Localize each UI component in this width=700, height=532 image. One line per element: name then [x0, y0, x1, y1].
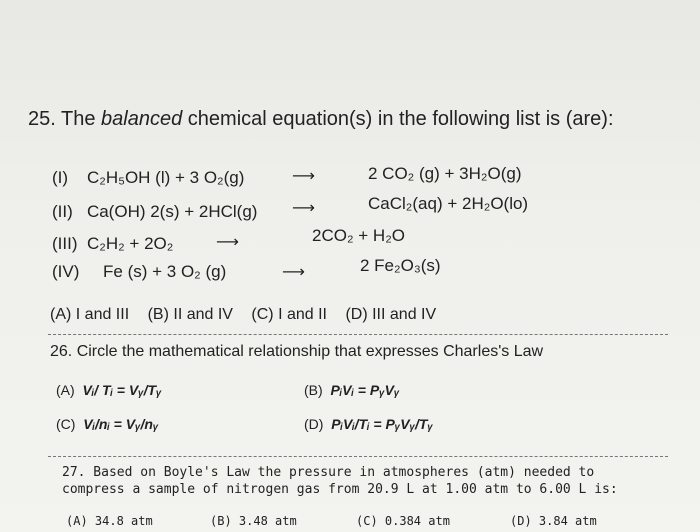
equation-row-3: (III) C₂H₂ + 2O₂ [52, 234, 174, 253]
question-27-text: 27. Based on Boyle's Law the pressure in atmospheres (atm) needed to compress a sample of nitrogen gas from 20.9 L at 1.00 atm to 6.00 L is: [62, 465, 618, 497]
choice-a[interactable]: (A) I and III [50, 306, 130, 323]
equation-products-4: 2 Fe₂O₃(s) [360, 256, 441, 275]
choice-27d[interactable]: (D) 3.84 atm [510, 514, 597, 528]
equation-products-2: CaCl₂(aq) + 2H₂O(lo) [368, 194, 529, 213]
divider [48, 334, 668, 335]
question-25-title: 25. The balanced chemical equation(s) in the following list is (are): [28, 108, 614, 130]
reaction-arrow-2: ⟶ [292, 200, 315, 217]
equation-row-2: (II) Ca(OH) 2(s) + 2HCl(g) [52, 202, 258, 221]
reaction-arrow-1: ⟶ [292, 168, 315, 185]
question-25-choices [50, 306, 450, 324]
divider [48, 456, 668, 457]
choice-26a[interactable]: (A) Vᵢ/ Tᵢ = Vᵧ/Tᵧ [56, 382, 162, 398]
choice-c[interactable]: (C) I and II [251, 306, 327, 323]
emphasis-word: balanced [101, 108, 183, 130]
question-26-title: 26. Circle the mathematical relationship that expresses Charles's Law [50, 343, 544, 360]
choice-27c[interactable]: (C) 0.384 atm [356, 514, 450, 528]
equation-row-1: (I) C₂H₅OH (l) + 3 O₂(g) [52, 168, 245, 187]
choice-d[interactable]: (D) III and IV [345, 306, 437, 323]
choice-26d[interactable]: (D) PᵢVᵢ/Tᵢ = PᵧVᵧ/Tᵧ [304, 416, 433, 432]
reaction-arrow-3: ⟶ [216, 234, 239, 251]
choice-27a[interactable]: (A) 34.8 atm [66, 514, 153, 528]
equation-products-3: 2CO₂ + H₂O [312, 226, 406, 245]
choice-27b[interactable]: (B) 3.48 atm [210, 514, 297, 528]
choice-26c[interactable]: (C) Vᵢ/nᵢ = Vᵧ/nᵧ [56, 416, 159, 432]
equation-row-4: (IV) Fe (s) + 3 O₂ (g) [52, 262, 227, 281]
reaction-arrow-4: ⟶ [282, 264, 305, 281]
question-number: 25. [28, 108, 56, 130]
choice-26b[interactable]: (B) PᵢVᵢ = PᵧVᵧ [304, 382, 400, 398]
equation-products-1: 2 CO₂ (g) + 3H₂O(g) [368, 164, 522, 183]
choice-b[interactable]: (B) II and IV [147, 306, 233, 323]
